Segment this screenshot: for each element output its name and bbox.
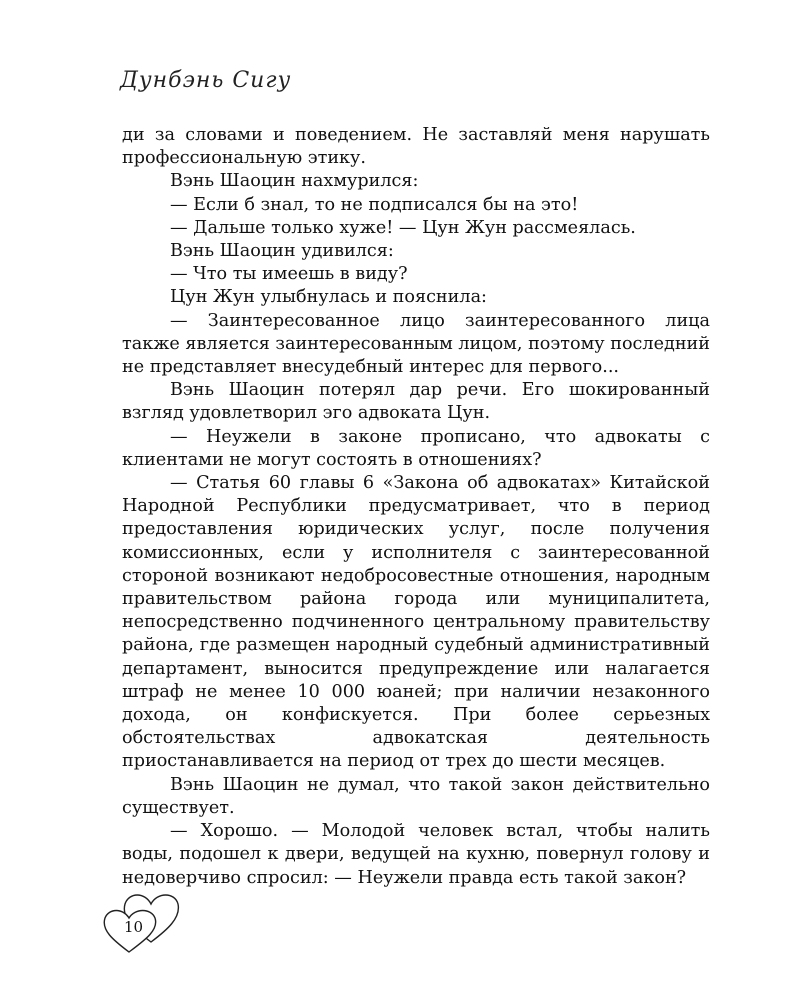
paragraph: — Дальше только хуже! — Цун Жун рассмеялась. <box>170 217 636 238</box>
double-heart-icon <box>95 880 195 960</box>
running-header-author: Дунбэнь Сигу <box>120 68 292 93</box>
paragraph: — Заинтересованное лицо заинтересованного лица также является заинтересованным лицом, поэтому последний не представляет внесудебный интерес для первого... <box>122 310 710 378</box>
paragraph: Вэнь Шаоцин удивился: <box>170 241 394 262</box>
page-body <box>122 124 710 890</box>
paragraph: Вэнь Шаоцин не думал, что такой закон действительно существует. <box>122 774 710 818</box>
paragraph: — Статья 60 главы 6 «Закона об адвокатах» Китайской Народной Республики предусматривает, что в период предоставления юридических услуг, после получения комиссионных, если у исполнителя с заинтересованной стороной возникают недобросовестные отношения, народным правительством района города или муниципалитета, непосредственно подчиненного центральному правительству района, где размещен народный судебный административный департамент, выносится предупреждение или налагается штраф не менее 10 000 юаней; при наличии незаконного дохода, он конфискуется. При более серьезных обстоятельствах адвокатская деятельность приостанавливается на период от трех до шести месяцев. <box>122 473 710 772</box>
paragraph: — Неужели в законе прописано, что адвокаты с клиентами не могут состоять в отношениях? <box>122 426 710 470</box>
paragraph: Вэнь Шаоцин нахмурился: <box>170 171 419 192</box>
paragraph: — Если б знал, то не подписался бы на это! <box>170 194 579 215</box>
paragraph: Цун Жун улыбнулась и пояснила: <box>170 287 487 308</box>
paragraph: — Что ты имеешь в виду? <box>170 264 408 285</box>
paragraph: Вэнь Шаоцин потерял дар речи. Его шокированный взгляд удовлетворил эго адвоката Цун. <box>122 380 710 424</box>
paragraph: ди за словами и поведением. Не заставляй меня нарушать профессиональную этику. <box>122 125 710 169</box>
page-number: 10 <box>124 918 144 936</box>
paragraph: — Хорошо. — Молодой человек встал, чтобы налить воды, подошел к двери, ведущей на кухню, повернул голову и недоверчиво спросил: — Неужели правда есть такой закон? <box>122 821 710 888</box>
